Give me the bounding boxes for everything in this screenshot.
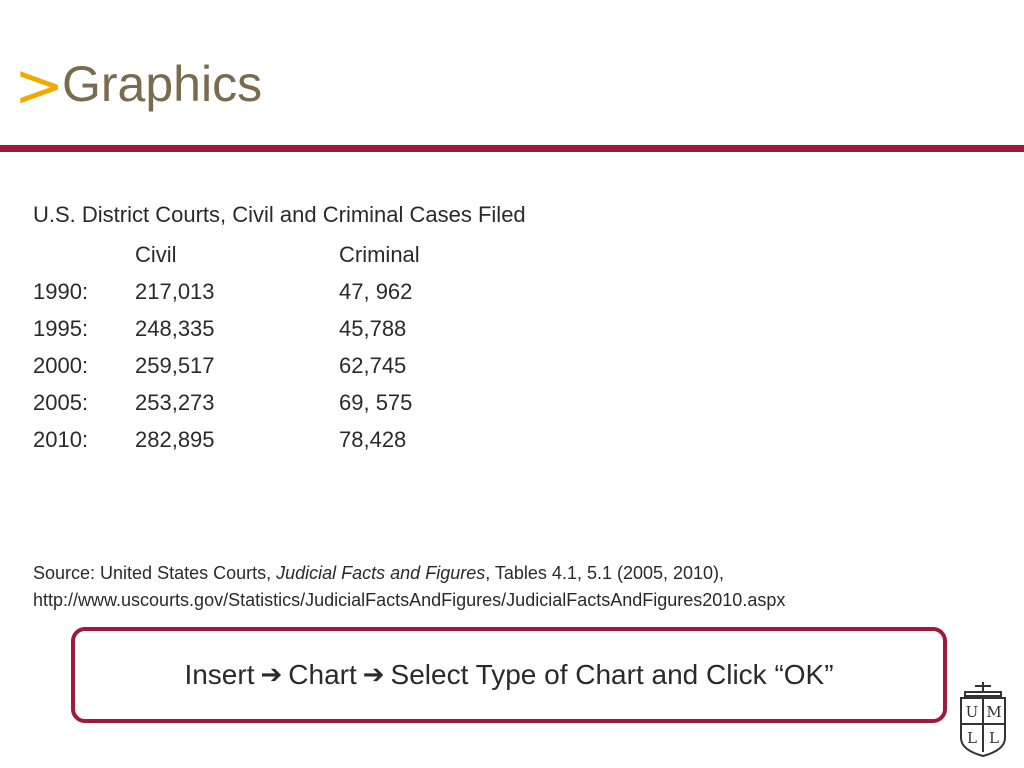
row-year: 1990:	[33, 279, 89, 304]
umll-logo-icon	[955, 680, 1011, 758]
row-civil: 282,895	[135, 427, 215, 452]
source-url: http://www.uscourts.gov/Statistics/JudicialFactsAndFigures/JudicialFactsAndFigures2010.aspx	[33, 590, 786, 610]
row-year: 2005:	[33, 390, 89, 415]
row-criminal: 45,788	[339, 316, 407, 341]
table-row	[33, 273, 993, 310]
data-table	[33, 200, 993, 458]
row-civil: 248,335	[135, 316, 215, 341]
chevron-icon: >	[14, 51, 65, 121]
logo-letter: M	[986, 703, 1002, 721]
callout-step-chart: Chart	[288, 659, 357, 690]
title-divider	[0, 145, 1024, 152]
callout-step-insert: Insert	[184, 659, 255, 690]
callout-step-select: Select Type of Chart and Click “OK”	[390, 659, 834, 690]
logo-letter: L	[967, 729, 977, 747]
instruction-callout	[71, 627, 947, 723]
table-heading: U.S. District Courts, Civil and Criminal Cases Filed	[33, 202, 526, 227]
right-arrow-icon: ➔	[260, 660, 283, 690]
row-criminal: 47, 962	[339, 279, 413, 304]
slide-title: Graphics	[62, 56, 263, 112]
right-arrow-icon: ➔	[362, 660, 385, 690]
row-civil: 217,013	[135, 279, 215, 304]
table-header-row	[33, 236, 993, 273]
row-civil: 253,273	[135, 390, 215, 415]
row-year: 2010:	[33, 427, 89, 452]
table-row	[33, 347, 993, 384]
source-citation	[33, 560, 993, 614]
table-row	[33, 384, 993, 421]
row-civil: 259,517	[135, 353, 215, 378]
table-row	[33, 421, 993, 458]
row-criminal: 62,745	[339, 353, 407, 378]
row-criminal: 78,428	[339, 427, 407, 452]
source-suffix: , Tables 4.1, 5.1 (2005, 2010),	[485, 563, 725, 583]
logo-letter: U	[965, 703, 979, 721]
table-row	[33, 310, 993, 347]
column-header-civil: Civil	[135, 242, 177, 267]
source-title: Judicial Facts and Figures	[276, 563, 486, 583]
row-year: 2000:	[33, 353, 89, 378]
row-criminal: 69, 575	[339, 390, 413, 415]
row-year: 1995:	[33, 316, 89, 341]
source-prefix: Source: United States Courts,	[33, 563, 277, 583]
logo-letter: L	[989, 729, 999, 747]
column-header-criminal: Criminal	[339, 242, 420, 267]
